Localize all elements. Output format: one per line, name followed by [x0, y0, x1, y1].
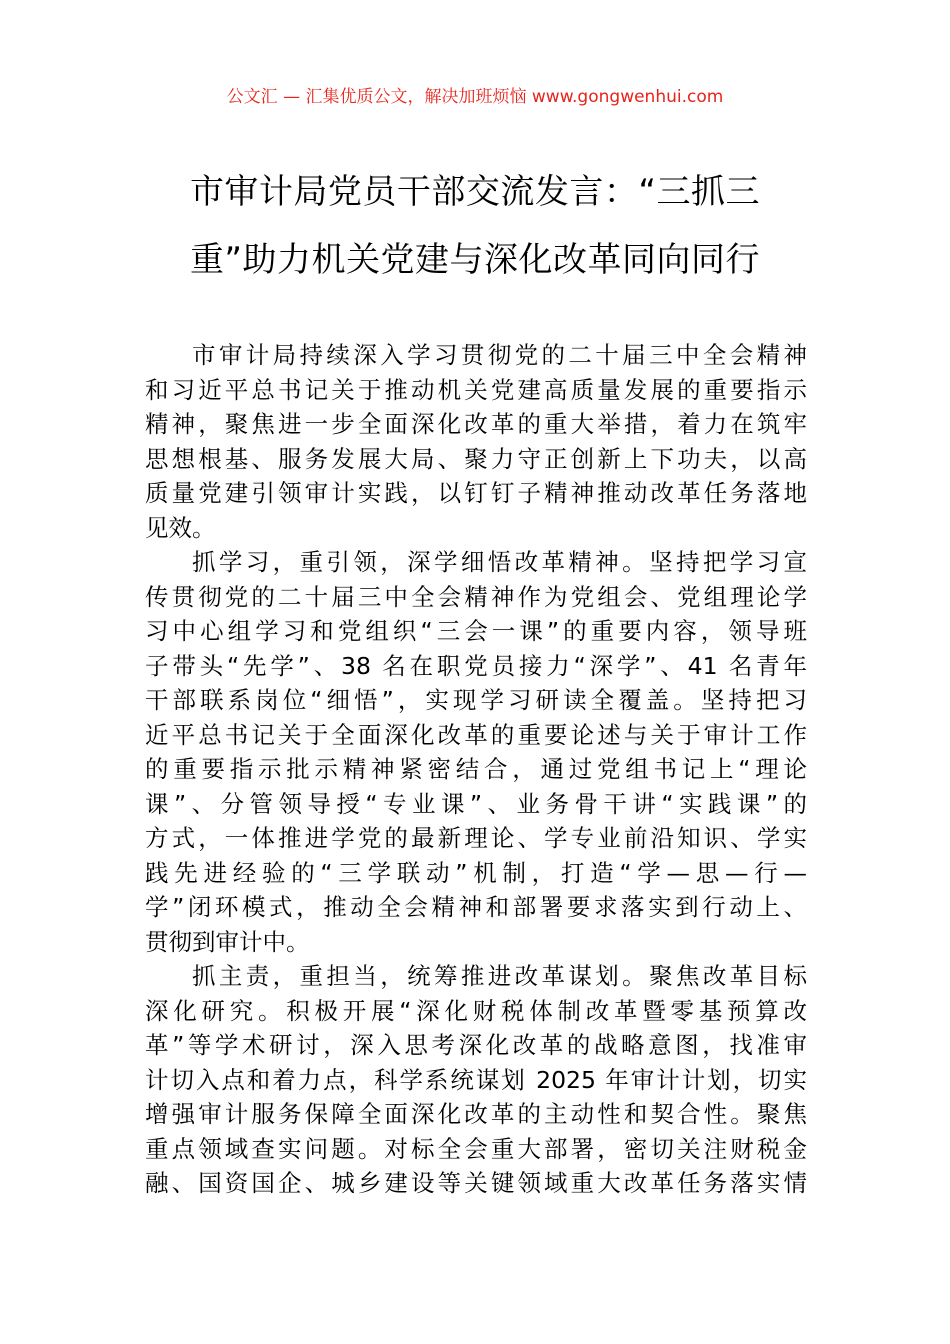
- text-line: 学”闭环模式，推动全会精神和部署要求落实到行动上、: [145, 893, 807, 921]
- text-line: 干部联系岗位“细悟”，实现学习研读全覆盖。坚持把习: [145, 686, 807, 714]
- text-line: 的重要指示批示精神紧密结合，通过党组书记上“理论: [145, 755, 807, 783]
- paragraph-intro: [145, 338, 807, 545]
- text-line: 融、国资国企、城乡建设等关键领域重大改革任务落实情: [145, 1169, 807, 1197]
- text-line: 增强审计服务保障全面深化改革的主动性和契合性。聚焦: [145, 1100, 807, 1128]
- text-line: 见效。: [145, 513, 216, 542]
- text-line: 习中心组学习和党组织“三会一课”的重要内容，领导班: [145, 617, 807, 645]
- text-line: 深化研究。积极开展“深化财税体制改革暨零基预算改: [145, 996, 807, 1025]
- title-line-2: 重”助力机关党建与深化改革同向同行: [189, 240, 761, 280]
- text-line: 传贯彻党的二十届三中全会精神作为党组会、党组理论学: [145, 582, 807, 611]
- paragraph-responsibility: [145, 959, 807, 1201]
- text-line: 精神，聚焦进一步全面深化改革的重大举措，着力在筑牢: [145, 410, 807, 438]
- text-line: 革”等学术研讨，深入思考深化改革的战略意图，找准审: [145, 1031, 807, 1059]
- text-line: 市审计局持续深入学习贯彻党的二十届三中全会精神: [192, 341, 807, 369]
- text-line: 课”、分管领导授“专业课”、业务骨干讲“实践课”的: [145, 789, 807, 818]
- text-line: 重点领域查实问题。对标全会重大部署，密切关注财税金: [145, 1134, 807, 1163]
- text-line: 子带头“先学”、38 名在职党员接力“深学”、41 名青年: [145, 651, 807, 680]
- title-line-1: 市审计局党员干部交流发言：“三抓三: [189, 172, 761, 212]
- text-line: 践先进经验的“三学联动”机制，打造“学—思—行—: [145, 858, 807, 887]
- text-line: 和习近平总书记关于推动机关党建高质量发展的重要指示: [145, 375, 807, 404]
- text-line: 抓主责，重担当，统筹推进改革谋划。聚焦改革目标: [192, 962, 807, 990]
- text-line: 抓学习，重引领，深学细悟改革精神。坚持把学习宣: [192, 548, 807, 576]
- text-line: 贯彻到审计中。: [145, 927, 310, 956]
- text-line: 思想根基、服务发展大局、聚力守正创新上下功夫，以高: [145, 444, 807, 473]
- text-line: 方式，一体推进学党的最新理论、学专业前沿知识、学实: [145, 824, 807, 852]
- header-banner: 公文汇 — 汇集优质公文，解决加班烦恼 www.gongwenhui.com: [226, 87, 724, 107]
- text-line: 计切入点和着力点，科学系统谋划 2025 年审计计划，切实: [145, 1065, 807, 1094]
- text-line: 近平总书记关于全面深化改革的重要论述与关于审计工作: [145, 720, 807, 749]
- document-body: [145, 338, 807, 1201]
- document-title: [150, 158, 800, 294]
- text-line: 质量党建引领审计实践，以钉钉子精神推动改革任务落地: [145, 479, 807, 507]
- paragraph-study: [145, 545, 807, 959]
